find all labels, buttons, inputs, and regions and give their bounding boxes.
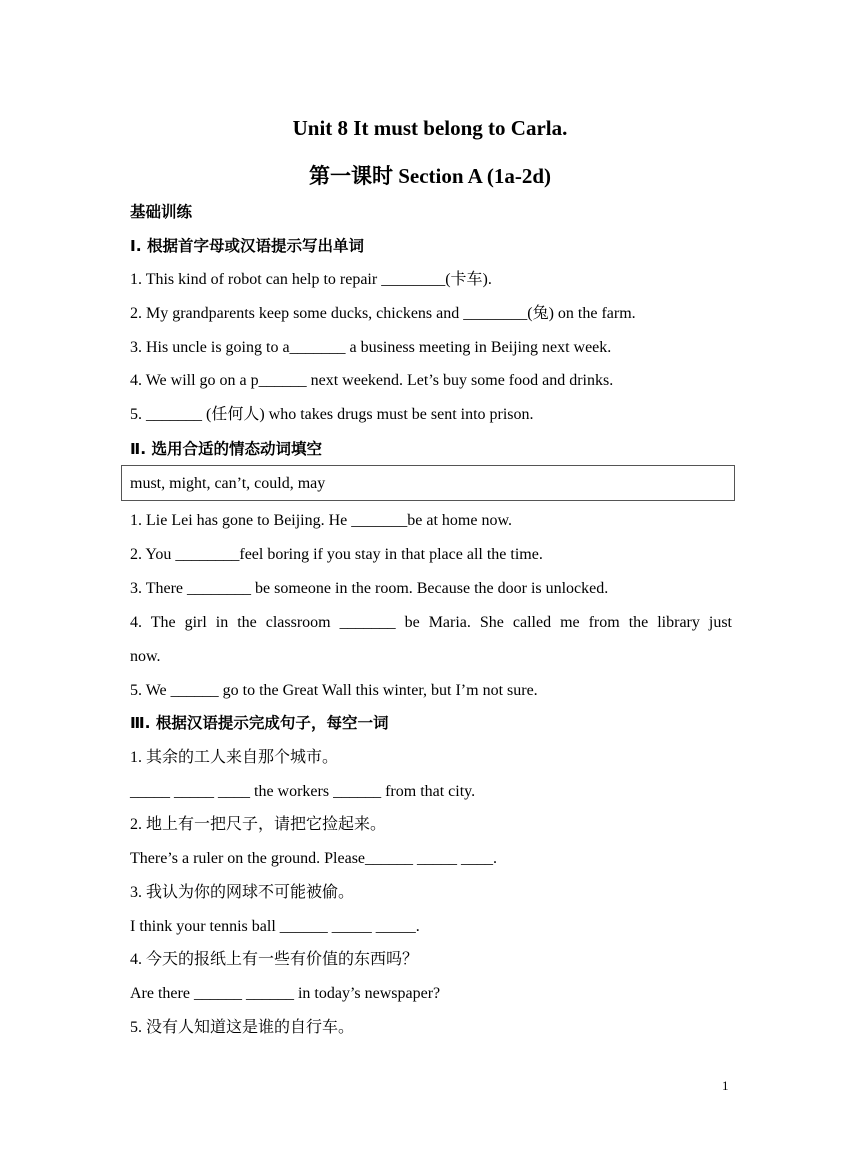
section-1-item: 3. His uncle is going to a_______ a business meeting in Beijing next week.	[130, 339, 612, 356]
section-3-answer-line: I think your tennis ball ______ _____ _____.	[130, 918, 420, 935]
section-2-item: 3. There ________ be someone in the room. Because the door is unlocked.	[130, 580, 609, 597]
category-heading: 基础训练	[130, 203, 193, 221]
page-title: Unit 8 It must belong to Carla.	[292, 116, 568, 140]
section-2-item: 2. You ________feel boring if you stay in that place all the time.	[130, 546, 543, 563]
page-number: 1	[722, 1078, 729, 1093]
section-1-item: 2. My grandparents keep some ducks, chickens and ________(兔) on the farm.	[130, 305, 636, 322]
page-subtitle: 第一课时 Section A (1a-2d)	[308, 164, 552, 188]
section-3-answer-line: _____ _____ ____ the workers ______ from that city.	[130, 783, 476, 800]
section-2-item: 4. The girl in the classroom _______ be Maria. She called me from the library just	[130, 614, 732, 631]
section-3-heading: Ⅲ. 根据汉语提示完成句子，每空一词	[130, 714, 389, 732]
word-box-text: must, might, can’t, could, may	[130, 475, 326, 492]
section-3-prompt: 1. 其余的工人来自那个城市。	[130, 749, 339, 766]
section-3-answer-line: Are there ______ ______ in today’s newspaper?	[130, 985, 441, 1002]
section-3-prompt: 3. 我认为你的网球不可能被偷。	[130, 884, 355, 901]
section-2-item: 1. Lie Lei has gone to Beijing. He _______be at home now.	[130, 512, 512, 529]
section-1-item: 4. We will go on a p______ next weekend. Let’s buy some food and drinks.	[130, 372, 614, 389]
section-2-heading: Ⅱ. 选用合适的情态动词填空	[130, 440, 322, 458]
section-3-prompt: 2. 地上有一把尺子，请把它捡起来。	[130, 816, 387, 833]
section-3-answer-line: There’s a ruler on the ground. Please______ _____ ____.	[130, 850, 498, 867]
section-2-item-continued: now.	[130, 648, 161, 665]
section-1-heading: Ⅰ. 根据首字母或汉语提示写出单词	[130, 237, 365, 255]
section-3-prompt: 5. 没有人知道这是谁的自行车。	[130, 1019, 355, 1036]
word-box	[121, 465, 735, 501]
section-2-item: 5. We ______ go to the Great Wall this winter, but I’m not sure.	[130, 682, 538, 699]
section-1-item: 5. _______ (任何人) who takes drugs must be sent into prison.	[130, 406, 534, 423]
section-3-prompt: 4. 今天的报纸上有一些有价值的东西吗？	[130, 951, 419, 968]
section-1-item: 1. This kind of robot can help to repair ________(卡车).	[130, 271, 492, 288]
